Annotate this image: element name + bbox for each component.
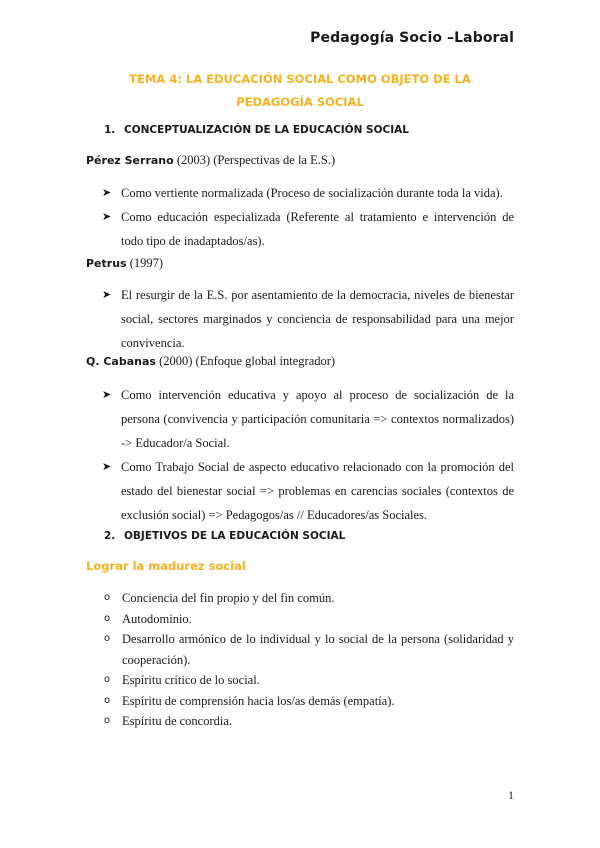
circle-bullet-icon: o xyxy=(104,633,111,644)
author-detail: (1997) xyxy=(126,256,164,270)
circle-bullet-icon: o xyxy=(104,612,111,624)
list-item: o Espíritu de comprensión hacia los/as demás (empatía). xyxy=(104,691,514,712)
section-1-number: 1. xyxy=(104,124,116,136)
subheading-madurez-social: Lograr la madurez social xyxy=(86,559,246,573)
list-item: o Espíritu crítico de lo social. xyxy=(104,670,514,691)
list-item: ➤ Como Trabajo Social de aspecto educativo relacionado con la promoción del estado del bienestar social => problemas en carencias sociales (contextos de exclusión social) => Pedagogos/as // Educadores/as Sociales. xyxy=(102,455,514,527)
author-detail: (2003) (Perspectivas de la E.S.) xyxy=(173,153,336,167)
author-name: Q. Cabanas xyxy=(86,355,156,368)
section-1-heading xyxy=(104,124,409,136)
section-2-heading xyxy=(104,530,345,542)
author-name: Pérez Serrano xyxy=(86,154,174,167)
arrow-bullet-icon: ➤ xyxy=(102,460,112,473)
section-1-title: CONCEPTUALIZACIÓN DE LA EDUCACIÓN SOCIAL xyxy=(124,124,409,136)
circle-bullet-icon: o xyxy=(104,592,111,603)
list-item: o Espíritu de concordia. xyxy=(104,711,514,732)
list-item: o Conciencia del fin propio y del fin común. xyxy=(104,588,514,609)
bullet-list-petrus xyxy=(102,283,514,355)
document-title-line-1: TEMA 4: LA EDUCACIÓN SOCIAL COMO OBJETO DE LA xyxy=(129,72,471,86)
list-item: ➤ El resurgir de la E.S. por asentamiento de la democracia, niveles de bienestar social, sectores marginados y conciencia de responsabilidad para una mejor convivencia. xyxy=(102,283,514,355)
document-title-line-2: PEDAGOGÍA SOCIAL xyxy=(236,95,364,109)
list-item: o Desarrollo armónico de lo individual y lo social de la persona (solidaridad y cooperación). xyxy=(104,629,514,670)
author-detail: (2000) (Enfoque global integrador) xyxy=(155,354,336,368)
list-item: ➤ Como intervención educativa y apoyo al proceso de socialización de la persona (convivencia y participación comunitaria => contextos normalizados) -> Educador/a Social. xyxy=(102,383,514,455)
arrow-bullet-icon: ➤ xyxy=(102,388,112,401)
document-title xyxy=(86,68,514,114)
author-name: Petrus xyxy=(86,257,127,270)
author-petrus xyxy=(86,256,163,271)
section-2-title: OBJETIVOS DE LA EDUCACIÓN SOCIAL xyxy=(124,530,346,542)
arrow-bullet-icon: ➤ xyxy=(102,210,112,223)
page-number: 1 xyxy=(508,788,514,802)
bullet-list-perez-serrano xyxy=(102,181,514,253)
bullet-list-q-cabanas xyxy=(102,383,514,527)
list-item: ➤ Como educación especializada (Referente al tratamiento e intervención de todo tipo de inadaptados/as). xyxy=(102,205,514,253)
arrow-bullet-icon: ➤ xyxy=(102,186,112,199)
author-perez-serrano xyxy=(86,153,335,168)
list-item: o Autodominio. xyxy=(104,609,514,630)
arrow-bullet-icon: ➤ xyxy=(102,288,112,301)
circle-bullet-icon: o xyxy=(104,694,111,706)
running-header: Pedagogía Socio –Laboral xyxy=(310,30,514,46)
author-q-cabanas xyxy=(86,354,335,369)
circle-bullet-icon: o xyxy=(104,674,111,685)
circle-bullet-icon: o xyxy=(104,715,111,726)
section-2-number: 2. xyxy=(104,530,116,542)
list-item: ➤ Como vertiente normalizada (Proceso de socialización durante toda la vida). xyxy=(102,181,514,205)
objectives-list xyxy=(104,588,514,732)
